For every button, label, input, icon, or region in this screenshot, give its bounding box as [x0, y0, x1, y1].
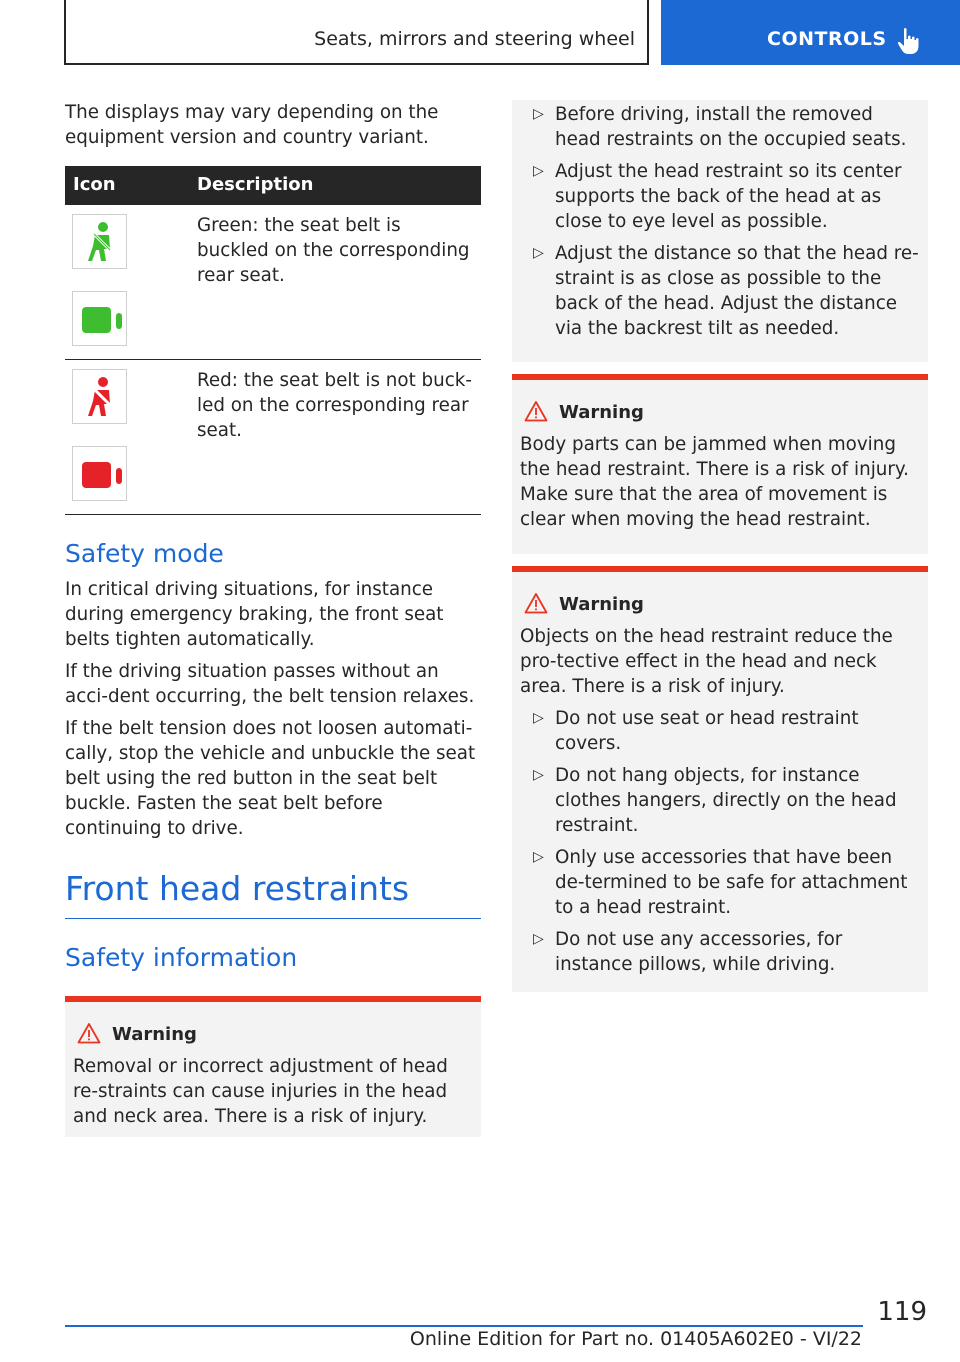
- warning-text: Objects on the head restraint reduce the pro‐tective effect in the head and neck area. There is a risk of injury.: [520, 626, 893, 697]
- list-item-text: Adjust the distance so that the head re‐straint is as close as possible to the back of the head. Adjust the distance via the backrest tilt as needed.: [555, 243, 919, 339]
- table-header: [65, 166, 481, 205]
- bullet-triangle-icon: ▷: [533, 849, 544, 865]
- safety-information-heading: Safety information: [65, 943, 298, 972]
- table-header-description: Description: [197, 174, 314, 195]
- warning-title-row: [520, 592, 920, 616]
- row-description: Green: the seat belt is buckled on the corresponding rear seat.: [197, 215, 470, 286]
- bullet-triangle-icon: ▷: [533, 106, 544, 122]
- bullet-triangle-icon: ▷: [533, 710, 544, 726]
- warning-text: Body parts can be jammed when moving the head restraint. There is a risk of injury. Make sure that the area of movement is clear when moving the head restraint.: [520, 434, 909, 530]
- header-chapter-tab[interactable]: [661, 0, 960, 65]
- seat-indicator-icon: [72, 291, 127, 346]
- warning-label: Warning: [112, 1024, 197, 1045]
- right-column: [512, 100, 928, 992]
- list-item-text: Adjust the head restraint so its center supports the back of the head at as close to eye level as possible.: [555, 161, 902, 232]
- list-item: [520, 927, 920, 977]
- warning-triangle-icon: [524, 400, 548, 422]
- table-row: [65, 205, 481, 360]
- seatbelt-person-icon: [72, 369, 127, 424]
- list-item: [520, 706, 920, 756]
- icon-cell: [72, 214, 127, 269]
- warning-box: [65, 996, 481, 1137]
- list-item-text: Before driving, install the removed head restraints on the occupied seats.: [555, 104, 907, 150]
- intro-paragraph: The displays may vary depending on the equipment version and country variant.: [65, 102, 439, 148]
- header-section-title: Seats, mirrors and steering wheel: [314, 28, 635, 50]
- list-item: [520, 241, 920, 341]
- footer-edition: Online Edition for Part no. 01405A602E0 - VI/22: [409, 1328, 862, 1350]
- warning-title-row: [520, 400, 920, 424]
- spacer: [512, 554, 928, 566]
- footer-divider: [65, 1325, 863, 1327]
- safety-mode-paragraph: If the driving situation passes without an acci‐dent occurring, the belt tension relaxes.: [65, 661, 475, 707]
- instruction-box: [512, 100, 928, 362]
- spacer: [512, 362, 928, 374]
- icon-cell: [72, 291, 127, 346]
- row-description: Red: the seat belt is not buck‐led on the corresponding rear seat.: [197, 370, 472, 441]
- list-item: [520, 159, 920, 234]
- icon-cell: [72, 369, 127, 424]
- table-header-icon: Icon: [73, 174, 116, 195]
- list-item-text: Do not use seat or head restraint covers.: [555, 708, 859, 754]
- warning-label: Warning: [559, 402, 644, 423]
- bullet-triangle-icon: ▷: [533, 767, 544, 783]
- bullet-triangle-icon: ▷: [533, 931, 544, 947]
- list-item-text: Do not hang objects, for instance clothes hangers, directly on the head restraint.: [555, 765, 897, 836]
- header-chapter-label: CONTROLS: [767, 28, 887, 50]
- warning-label: Warning: [559, 594, 644, 615]
- hand-pointer-icon: [897, 27, 923, 55]
- list-item: [520, 763, 920, 838]
- safety-mode-paragraph: In critical driving situations, for instance during emergency braking, the front seat belts tighten automatically.: [65, 579, 444, 650]
- seatbelt-person-icon: [72, 214, 127, 269]
- warning-box: [512, 374, 928, 554]
- warning-triangle-icon: [524, 592, 548, 614]
- list-item-text: Only use accessories that have been de‐termined to be safe for attachment to a head restraint.: [555, 847, 908, 918]
- safety-mode-heading: Safety mode: [65, 539, 224, 568]
- indicator-table: [65, 166, 481, 515]
- list-item: [520, 102, 920, 152]
- table-row: [65, 360, 481, 515]
- list-item: [520, 845, 920, 920]
- header-section-box: [64, 0, 649, 65]
- seat-indicator-icon: [72, 446, 127, 501]
- bullet-triangle-icon: ▷: [533, 163, 544, 179]
- safety-mode-paragraph: If the belt tension does not loosen automati‐cally, stop the vehicle and unbuckle the seat belt using the red button in the seat belt buckle. Fasten the seat belt before continuing to drive.: [65, 718, 476, 839]
- warning-text: Removal or incorrect adjustment of head re‐straints can cause injuries in the head and neck area. There is a risk of injury.: [73, 1056, 448, 1127]
- bullet-triangle-icon: ▷: [533, 245, 544, 261]
- page-number: 119: [877, 1297, 927, 1327]
- warning-triangle-icon: [77, 1022, 101, 1044]
- left-column: [65, 100, 481, 1137]
- list-item-text: Do not use any accessories, for instance pillows, while driving.: [555, 929, 843, 975]
- icon-cell: [72, 446, 127, 501]
- warning-title-row: [73, 1022, 473, 1046]
- warning-box: [512, 566, 928, 992]
- front-head-restraints-heading: Front head restraints: [65, 869, 481, 919]
